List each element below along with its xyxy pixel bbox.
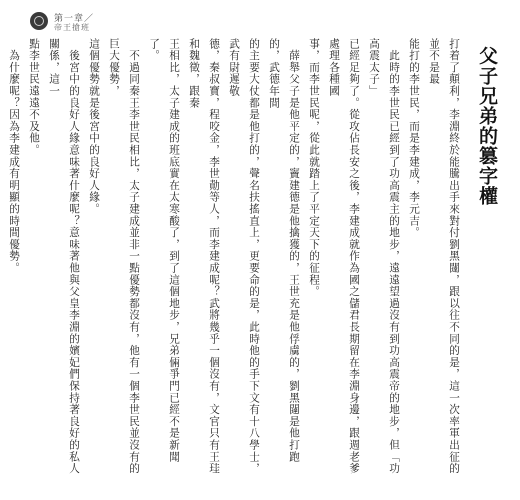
text-column: 為什麼呢？因為李建成有明顯的時間優勢。	[8, 38, 20, 274]
running-head-chapter: 第一章／	[54, 14, 95, 24]
text-column: 後宮中的良好人緣意味著什麼呢？意味著他與父皇李淵的嬪妃們保持著良好的私人關係，這一	[48, 38, 80, 475]
text-column: 點李世民遠遠不及他。	[28, 38, 40, 156]
body-text	[0, 38, 464, 478]
text-column: 薛舉父子是他平定的，竇建德是他擒獲的，王世充是他俘虜的，劉黑闥是他打跑的，武德年間	[268, 38, 300, 463]
vertical-text-body	[8, 38, 500, 478]
running-head-book-title: 帝王搶班	[54, 23, 90, 32]
text-column: 王相比，太子建成的班底實在太寒酸了，到了這個地步，兄弟倆爭門已經不是新聞了。	[148, 38, 180, 463]
text-column: 事，而李世民呢，從此就踏上了平定天下的征程。	[308, 38, 320, 298]
section-title: 父子兄弟的篡字權	[476, 46, 498, 206]
text-column: 能打的李世民，而是李建成，李元吉。	[408, 38, 420, 239]
text-column: 此時的李世民已經到了功高震主的地步，遠遠望過沒有到功高震帝的地步，但「功高震太子」	[368, 38, 400, 475]
text-column: 打着了顛利，李淵終於能騰出手來對付劉黑闥，跟以往不同的是，這一次率軍出征的並不是最	[428, 38, 460, 475]
text-column: 這個優勢就是後宮中的良好人緣。	[88, 38, 100, 215]
text-column: 不過同秦王李世民相比，太子建成並非一點優勢都沒有，他有一個李世民並沒有的巨大優勢，	[108, 38, 140, 475]
text-column	[0, 38, 4, 478]
text-column: 的主要大仗都是他打的，聲名扶搖直上，更要命的是，此時他的手下文有十八學士，武有尉遲敬	[228, 38, 260, 475]
text-column: 德，秦叔寶，程咬金，李世勣等人，而李建成呢？武將幾乎一個沒有，文官只有王珪和魏徵，跟秦	[188, 38, 220, 475]
text-column: 已經足夠了。從攻佔長安之後，李建成就作為國之儲君長期留在李淵身邊，跟週老爹處理各種國	[328, 38, 360, 475]
chapter-badge-icon	[30, 12, 48, 30]
